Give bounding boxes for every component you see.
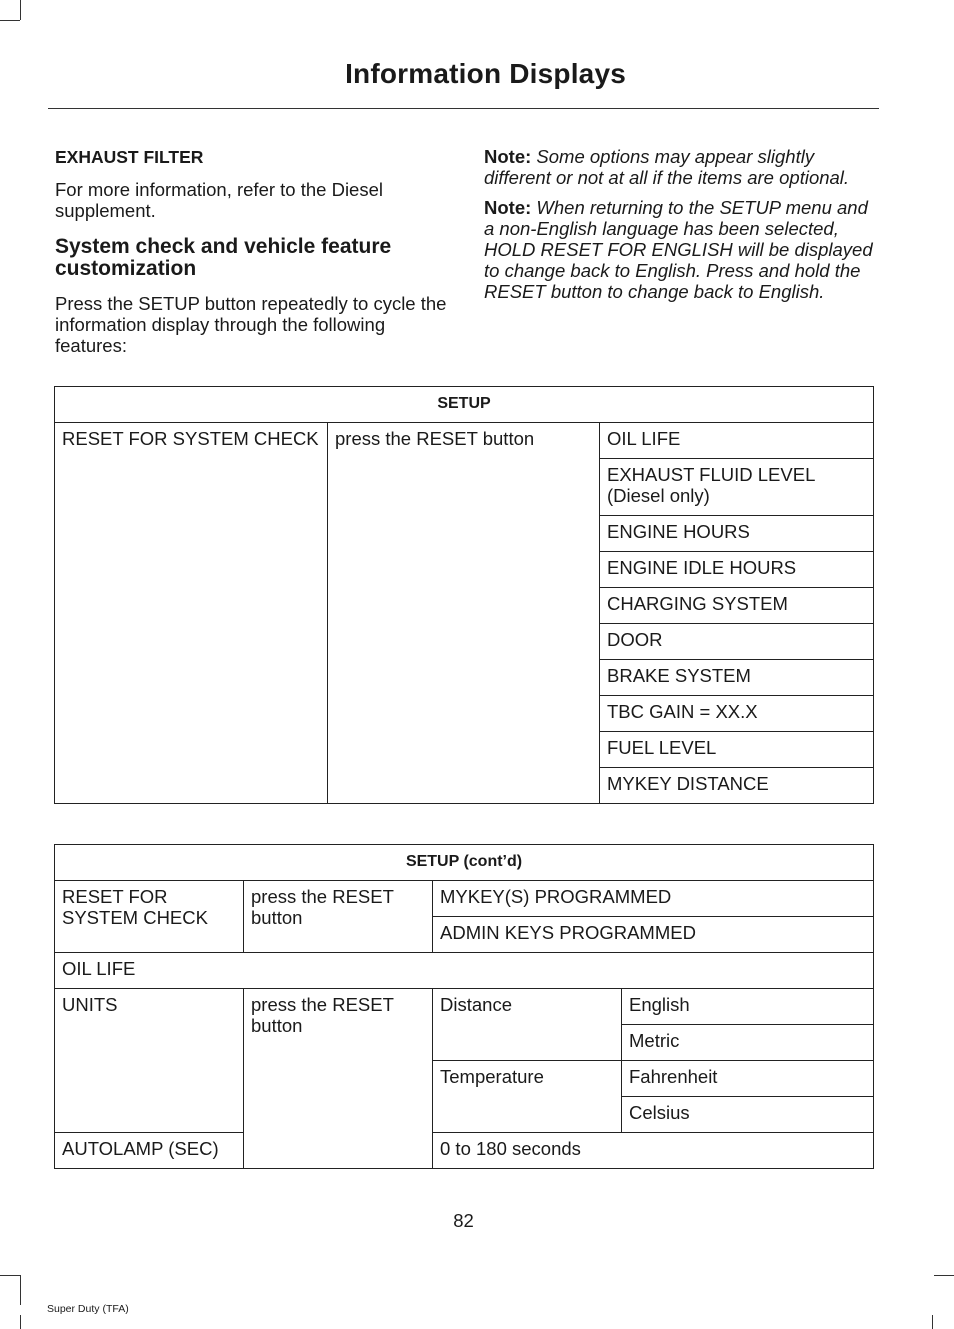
table-cell: OIL LIFE — [55, 953, 874, 989]
table-cell: DOOR — [600, 624, 874, 660]
crop-mark — [20, 1315, 21, 1329]
left-column — [55, 146, 450, 356]
right-column — [484, 146, 876, 311]
page-header — [48, 58, 879, 109]
table-cell: RESET FOR SYSTEM CHECK — [55, 881, 244, 953]
table-cell: CHARGING SYSTEM — [600, 588, 874, 624]
exhaust-filter-heading: EXHAUST FILTER — [55, 147, 204, 167]
table-row — [55, 953, 874, 989]
note-label: Note: — [484, 197, 532, 218]
table-cell: English — [622, 989, 874, 1025]
table-cell: Metric — [622, 1025, 874, 1061]
page-title: Information Displays — [345, 58, 626, 89]
table-cell: OIL LIFE — [600, 423, 874, 459]
table-row — [55, 881, 874, 917]
table-row — [55, 1133, 874, 1169]
table-cell: ENGINE HOURS — [600, 516, 874, 552]
table-cell: BRAKE SYSTEM — [600, 660, 874, 696]
page-number: 82 — [453, 1210, 474, 1231]
table-cell: press the RESET button — [244, 881, 433, 953]
footer-text: Super Duty (TFA) — [47, 1303, 129, 1315]
table-row — [55, 989, 874, 1025]
table-cell: UNITS — [55, 989, 244, 1133]
note-label: Note: — [484, 146, 532, 167]
table-cell: Distance — [433, 989, 622, 1061]
table-cell: RESET FOR SYSTEM CHECK — [55, 423, 328, 804]
note-english — [484, 197, 876, 302]
table-cell: AUTOLAMP (SEC) — [55, 1133, 244, 1169]
exhaust-filter-text: For more information, refer to the Diesel supplement. — [55, 179, 383, 221]
crop-mark — [20, 1275, 21, 1305]
table-cell: ADMIN KEYS PROGRAMMED — [433, 917, 874, 953]
table-cell: MYKEY DISTANCE — [600, 768, 874, 804]
table-cell: FUEL LEVEL — [600, 732, 874, 768]
table-cell: MYKEY(S) PROGRAMMED — [433, 881, 874, 917]
system-check-text: Press the SETUP button repeatedly to cycle the information display through the following features: — [55, 293, 447, 356]
note-optional — [484, 146, 876, 188]
crop-mark — [20, 0, 21, 20]
table-cell: Celsius — [622, 1097, 874, 1133]
table-cell: Fahrenheit — [622, 1061, 874, 1097]
system-check-heading: System check and vehicle feature customization — [55, 235, 392, 280]
crop-mark — [0, 20, 20, 21]
crop-mark — [932, 1315, 933, 1329]
table-cell: Temperature — [433, 1061, 622, 1133]
table-title: SETUP (cont’d) — [55, 845, 874, 881]
table-title: SETUP — [55, 387, 874, 423]
crop-mark — [0, 1275, 20, 1276]
table-cell: 0 to 180 seconds — [433, 1133, 874, 1169]
table-cell: ENGINE IDLE HOURS — [600, 552, 874, 588]
note-text: Some options may appear slightly different or not at all if the items are optional. — [484, 146, 850, 188]
table-cell: press the RESET button — [328, 423, 600, 804]
crop-mark — [934, 1275, 954, 1276]
table-cell: TBC GAIN = XX.X — [600, 696, 874, 732]
table-cell: EXHAUST FLUID LEVEL (Diesel only) — [600, 459, 874, 516]
setup-table — [54, 386, 874, 804]
table-cell: press the RESET button — [244, 989, 433, 1169]
setup-contd-table — [54, 844, 874, 1169]
note-text: When returning to the SETUP menu and a non-English language has been selected, HOLD RESET FOR ENGLISH will be displayed to change back to English. Press and hold the RESET button to change back to English. — [484, 197, 873, 302]
table-row — [55, 423, 874, 459]
